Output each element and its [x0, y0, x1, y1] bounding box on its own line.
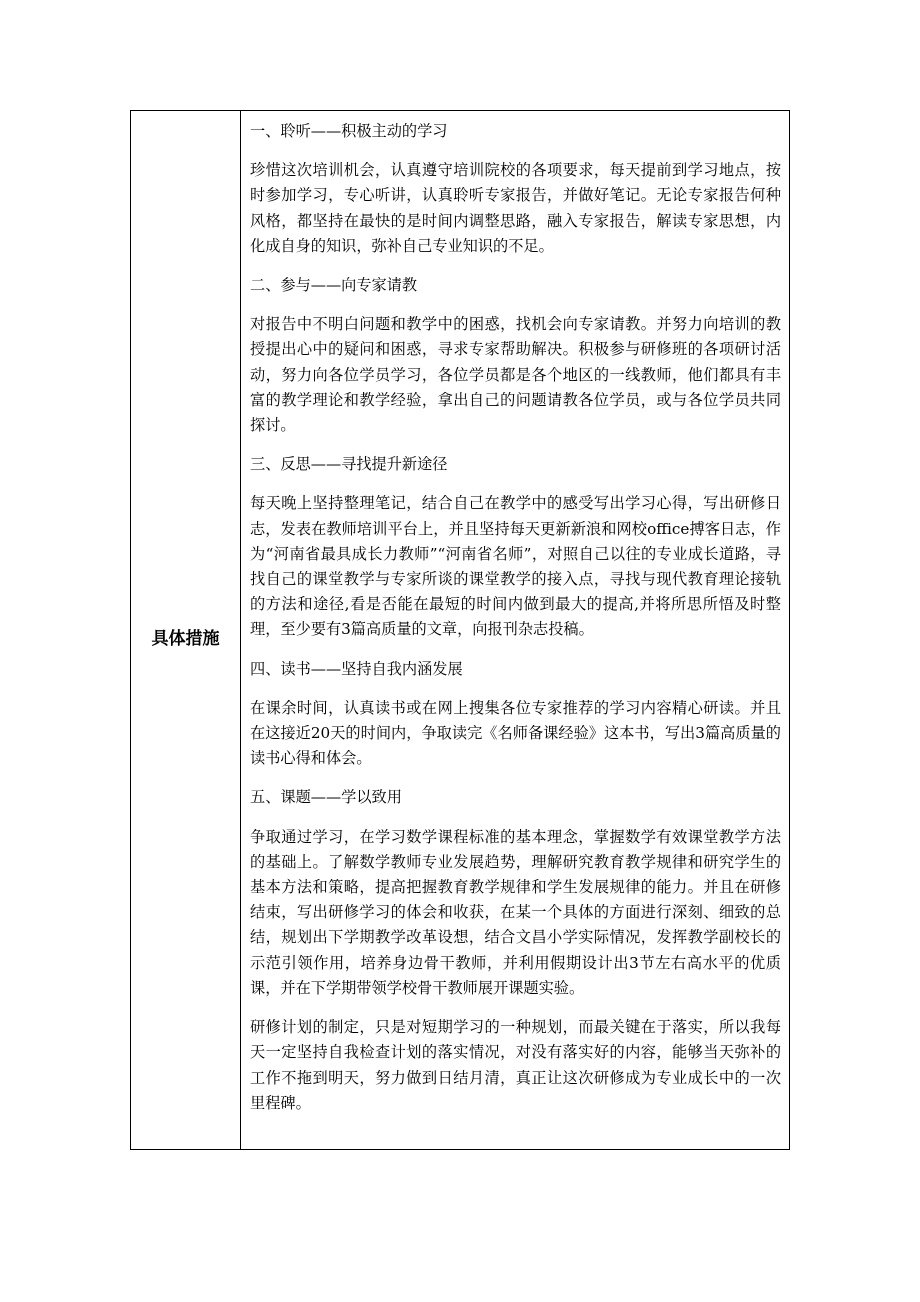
row-label: 具体措施 [151, 628, 220, 649]
section-body-1: 珍惜这次培训机会，认真遵守培训院校的各项要求，每天提前到学习地点，按时参加学习，专心听讲，认真聆听专家报告，并做好笔记。无论专家报告何种风格，都坚持在最快的是时间内调整思路，融入专家报告，解读专家思想，内化成自身的知识，弥补自己专业知识的不足。 [250, 161, 781, 255]
label-cell [131, 111, 241, 1149]
section-body-2: 对报告中不明白问题和教学中的困惑，找机会向专家请教。并努力向培训的教授提出心中的疑问和困惑，寻求专家帮助解决。积极参与研修班的各项研讨活动，努力向各位学员学习，各位学员都是各个地区的一线教师，他们都具有丰富的教学理论和教学经验，拿出自己的问题请教各位学员，或与各位学员共同探讨。 [250, 315, 781, 435]
content-cell [241, 111, 789, 1149]
section-body-3: 每天晚上坚持整理笔记，结合自己在教学中的感受写出学习心得，写出研修日志，发表在教师培训平台上，并且坚持每天更新新浪和网校office搏客日志，作为“河南省最具成长力教师”“河南省名师”，对照自己以往的专业成长道路，寻找自己的课堂教学与专家所谈的课堂教学的接入点，寻找与现代教育理论接轨的方法和途径,看是否能在最短的时间内做到最大的提高,并将所思所悟及时整理，至少要有3篇高质量的文章，向报刊杂志投稿。 [250, 494, 781, 639]
section-heading-5: 五、课题——学以致用 [250, 788, 402, 807]
section-heading-2: 二、参与——向专家请教 [250, 276, 418, 295]
section-body-5: 争取通过学习，在学习数学课程标准的基本理念，掌握数学有效课堂教学方法的基础上。了解数学教师专业发展趋势，理解研究教育教学规律和研究学生的基本方法和策略，提高把握教育教学规律和学生发展规律的能力。并且在研修结束，写出研修学习的体会和收获，在某一个具体的方面进行深刻、细致的总结，规划出下学期教学改革设想，结合文昌小学实际情况，发挥教学副校长的示范引领作用，培养身边骨干教师，并利用假期设计出3节左右高水平的优质课，并在下学期带领学校骨干教师展开课题实验。 [250, 827, 781, 997]
section-heading-3: 三、反思——寻找提升新途径 [250, 455, 448, 474]
measures-table [130, 110, 790, 1150]
section-heading-4: 四、读书——坚持自我内涵发展 [250, 659, 463, 678]
section-heading-1: 一、聆听——积极主动的学习 [250, 122, 448, 140]
section-body-4: 在课余时间，认真读书或在网上搜集各位专家推荐的学习内容精心研读。并且在这接近20天的时间内，争取读完《名师备课经验》这本书，写出3篇高质量的读书心得和体会。 [250, 698, 781, 768]
closing-paragraph: 研修计划的制定，只是对短期学习的一种规划，而最关键在于落实，所以我每天一定坚持自我检查计划的落实情况，对没有落实好的内容，能够当天弥补的工作不拖到明天，努力做到日结月清，真正让这次研修成为专业成长中的一次里程碑。 [250, 1018, 781, 1112]
